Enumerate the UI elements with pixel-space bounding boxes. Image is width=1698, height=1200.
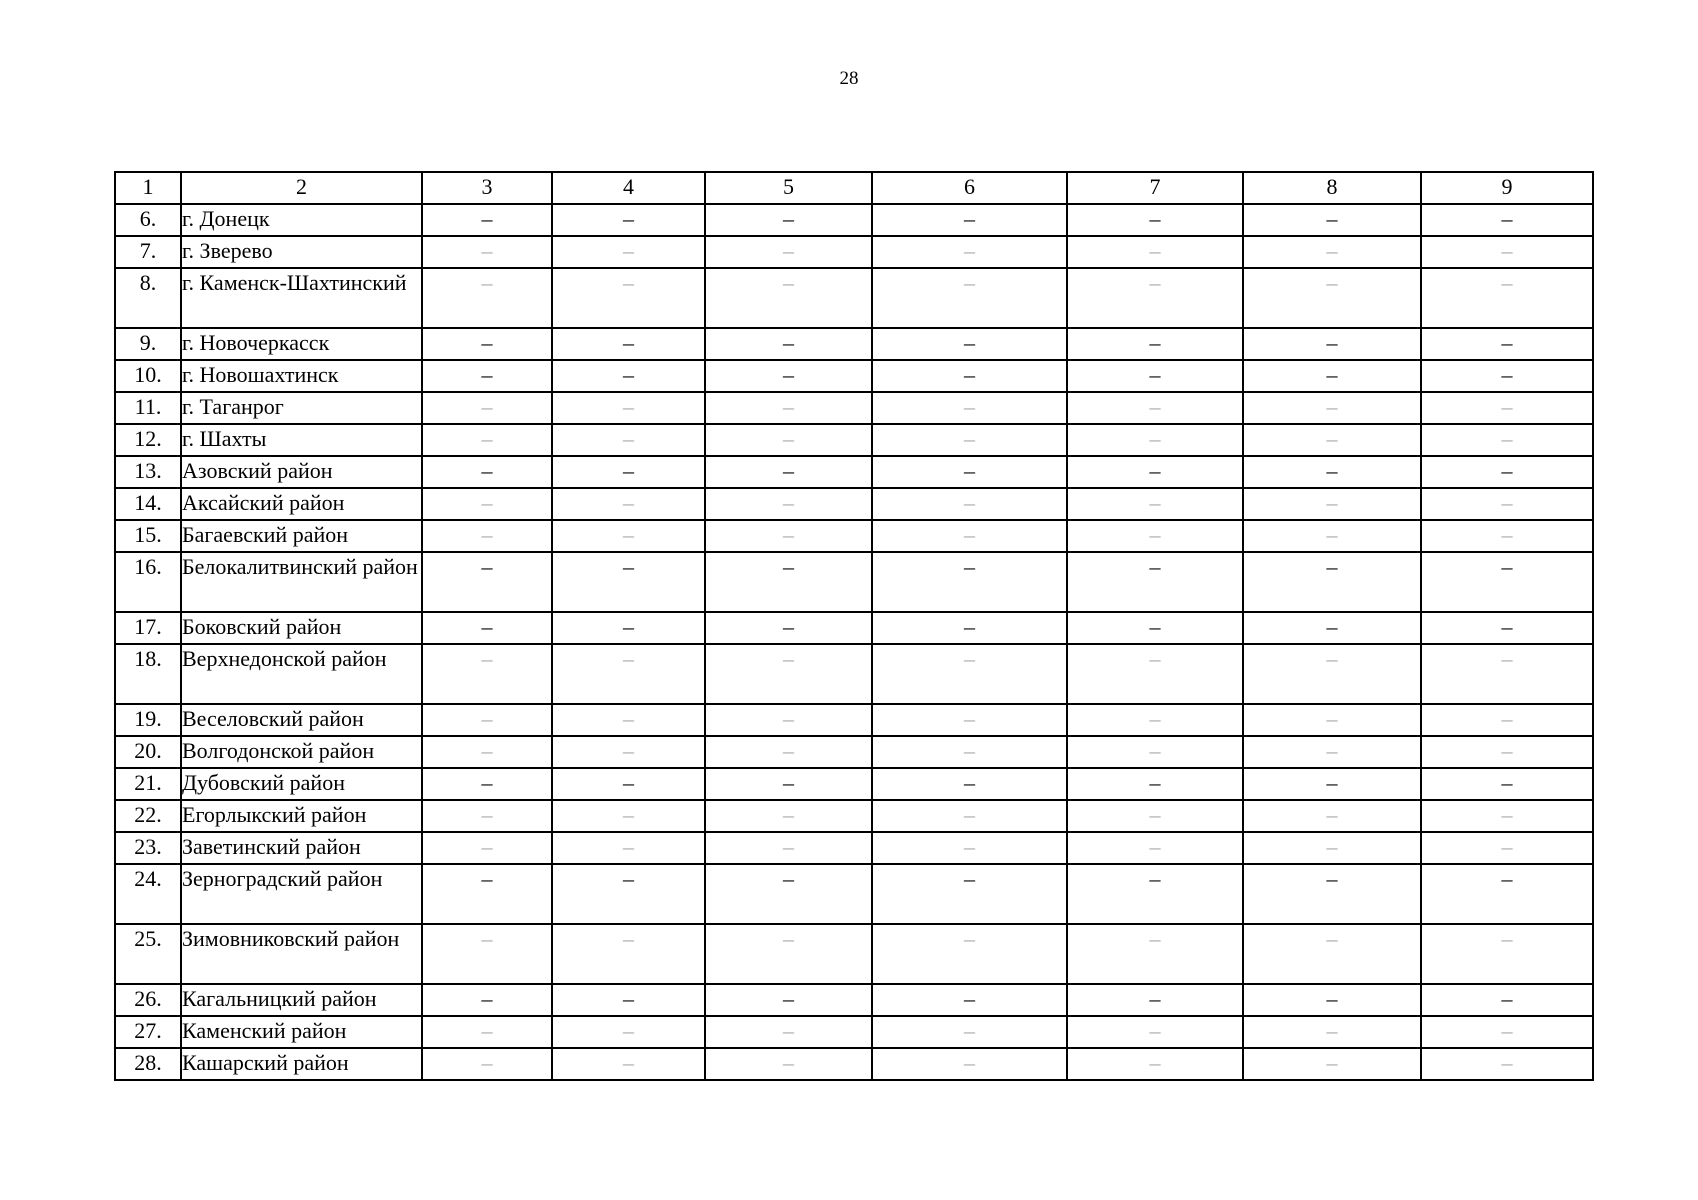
row-territory-name: Белокалитвинский район (181, 552, 422, 612)
cell-value: – (552, 864, 705, 924)
row-territory-name: Зимовниковский район (181, 924, 422, 984)
row-number: 22. (115, 800, 181, 832)
row-territory-name: г. Новошахтинск (181, 360, 422, 392)
row-number: 14. (115, 488, 181, 520)
cell-value: – (1421, 924, 1593, 984)
cell-value: – (705, 832, 872, 864)
row-territory-name: г. Таганрог (181, 392, 422, 424)
row-territory-name: Кашарский район (181, 1048, 422, 1080)
cell-value: – (552, 488, 705, 520)
cell-value: – (1067, 924, 1243, 984)
row-territory-name: Азовский район (181, 456, 422, 488)
row-territory-name: г. Донецк (181, 204, 422, 236)
cell-value: – (1421, 204, 1593, 236)
cell-value: – (1243, 984, 1421, 1016)
cell-value: – (1067, 328, 1243, 360)
cell-value: – (705, 488, 872, 520)
column-header: 9 (1421, 172, 1593, 204)
cell-value: – (552, 612, 705, 644)
cell-value: – (872, 800, 1067, 832)
cell-value: – (1243, 1048, 1421, 1080)
cell-value: – (1067, 268, 1243, 328)
cell-value: – (422, 328, 552, 360)
cell-value: – (872, 552, 1067, 612)
cell-value: – (1243, 392, 1421, 424)
column-header: 5 (705, 172, 872, 204)
cell-value: – (872, 644, 1067, 704)
table-row (115, 552, 1593, 612)
table-row (115, 864, 1593, 924)
cell-value: – (552, 832, 705, 864)
cell-value: – (422, 456, 552, 488)
cell-value: – (422, 360, 552, 392)
cell-value: – (705, 520, 872, 552)
row-number: 25. (115, 924, 181, 984)
cell-value: – (1421, 984, 1593, 1016)
cell-value: – (1421, 800, 1593, 832)
cell-value: – (552, 984, 705, 1016)
cell-value: – (1243, 488, 1421, 520)
row-number: 18. (115, 644, 181, 704)
cell-value: – (1243, 328, 1421, 360)
cell-value: – (1243, 520, 1421, 552)
cell-value: – (872, 328, 1067, 360)
cell-value: – (1067, 236, 1243, 268)
cell-value: – (1067, 360, 1243, 392)
table-row (115, 704, 1593, 736)
row-territory-name: г. Зверево (181, 236, 422, 268)
page-number: 28 (839, 68, 859, 89)
table-row (115, 520, 1593, 552)
cell-value: – (422, 800, 552, 832)
cell-value: – (1421, 424, 1593, 456)
row-number: 7. (115, 236, 181, 268)
cell-value: – (872, 268, 1067, 328)
table-row (115, 832, 1593, 864)
table-row (115, 1016, 1593, 1048)
cell-value: – (552, 1048, 705, 1080)
cell-value: – (422, 552, 552, 612)
cell-value: – (552, 268, 705, 328)
cell-value: – (422, 832, 552, 864)
cell-value: – (422, 488, 552, 520)
cell-value: – (872, 236, 1067, 268)
cell-value: – (872, 984, 1067, 1016)
cell-value: – (1243, 268, 1421, 328)
cell-value: – (705, 864, 872, 924)
cell-value: – (1243, 456, 1421, 488)
cell-value: – (705, 800, 872, 832)
column-header: 2 (181, 172, 422, 204)
cell-value: – (705, 424, 872, 456)
row-number: 19. (115, 704, 181, 736)
cell-value: – (422, 1048, 552, 1080)
cell-value: – (872, 1048, 1067, 1080)
row-number: 24. (115, 864, 181, 924)
cell-value: – (872, 612, 1067, 644)
row-number: 20. (115, 736, 181, 768)
row-territory-name: Веселовский район (181, 704, 422, 736)
table-row (115, 268, 1593, 328)
row-number: 6. (115, 204, 181, 236)
cell-value: – (552, 644, 705, 704)
row-number: 28. (115, 1048, 181, 1080)
cell-value: – (552, 924, 705, 984)
cell-value: – (872, 424, 1067, 456)
cell-value: – (1243, 552, 1421, 612)
cell-value: – (1421, 612, 1593, 644)
cell-value: – (1421, 236, 1593, 268)
cell-value: – (705, 644, 872, 704)
cell-value: – (1067, 736, 1243, 768)
cell-value: – (1243, 644, 1421, 704)
table-row (115, 236, 1593, 268)
row-number: 15. (115, 520, 181, 552)
column-header: 6 (872, 172, 1067, 204)
row-number: 10. (115, 360, 181, 392)
cell-value: – (552, 800, 705, 832)
cell-value: – (1421, 704, 1593, 736)
cell-value: – (552, 704, 705, 736)
cell-value: – (1243, 924, 1421, 984)
cell-value: – (872, 520, 1067, 552)
column-header: 8 (1243, 172, 1421, 204)
cell-value: – (1243, 768, 1421, 800)
cell-value: – (552, 204, 705, 236)
cell-value: – (1067, 520, 1243, 552)
cell-value: – (1067, 644, 1243, 704)
cell-value: – (705, 360, 872, 392)
cell-value: – (872, 392, 1067, 424)
table-row (115, 204, 1593, 236)
cell-value: – (705, 456, 872, 488)
table-row (115, 612, 1593, 644)
cell-value: – (1067, 832, 1243, 864)
row-number: 26. (115, 984, 181, 1016)
cell-value: – (872, 864, 1067, 924)
cell-value: – (705, 984, 872, 1016)
cell-value: – (552, 392, 705, 424)
cell-value: – (1421, 520, 1593, 552)
row-territory-name: Дубовский район (181, 768, 422, 800)
cell-value: – (705, 1016, 872, 1048)
cell-value: – (422, 268, 552, 328)
cell-value: – (705, 204, 872, 236)
cell-value: – (1067, 864, 1243, 924)
table-row (115, 328, 1593, 360)
cell-value: – (422, 704, 552, 736)
cell-value: – (1243, 800, 1421, 832)
cell-value: – (1243, 864, 1421, 924)
table-row (115, 644, 1593, 704)
row-number: 17. (115, 612, 181, 644)
row-territory-name: Волгодонской район (181, 736, 422, 768)
data-table (114, 171, 1594, 1081)
table-row (115, 736, 1593, 768)
cell-value: – (705, 612, 872, 644)
row-territory-name: Верхнедонской район (181, 644, 422, 704)
table-row (115, 424, 1593, 456)
cell-value: – (1243, 612, 1421, 644)
cell-value: – (1067, 1016, 1243, 1048)
table-header-row (115, 172, 1593, 204)
cell-value: – (1067, 392, 1243, 424)
row-territory-name: Кагальницкий район (181, 984, 422, 1016)
cell-value: – (872, 832, 1067, 864)
cell-value: – (1421, 832, 1593, 864)
cell-value: – (1421, 456, 1593, 488)
table-row (115, 768, 1593, 800)
cell-value: – (872, 704, 1067, 736)
row-territory-name: г. Новочеркасск (181, 328, 422, 360)
table-row (115, 984, 1593, 1016)
cell-value: – (552, 360, 705, 392)
cell-value: – (1243, 832, 1421, 864)
cell-value: – (1421, 328, 1593, 360)
cell-value: – (552, 736, 705, 768)
cell-value: – (1067, 552, 1243, 612)
cell-value: – (422, 644, 552, 704)
cell-value: – (705, 552, 872, 612)
cell-value: – (1067, 1048, 1243, 1080)
cell-value: – (1421, 268, 1593, 328)
cell-value: – (422, 520, 552, 552)
cell-value: – (1067, 456, 1243, 488)
cell-value: – (1067, 800, 1243, 832)
cell-value: – (422, 392, 552, 424)
cell-value: – (1243, 360, 1421, 392)
cell-value: – (705, 236, 872, 268)
cell-value: – (422, 204, 552, 236)
cell-value: – (872, 456, 1067, 488)
cell-value: – (552, 236, 705, 268)
row-territory-name: Егорлыкский район (181, 800, 422, 832)
cell-value: – (422, 864, 552, 924)
row-territory-name: г. Каменск-Шахтинский (181, 268, 422, 328)
cell-value: – (1421, 644, 1593, 704)
cell-value: – (1243, 236, 1421, 268)
cell-value: – (422, 1016, 552, 1048)
cell-value: – (1067, 612, 1243, 644)
cell-value: – (872, 924, 1067, 984)
row-number: 27. (115, 1016, 181, 1048)
cell-value: – (872, 736, 1067, 768)
cell-value: – (705, 268, 872, 328)
row-territory-name: Боковский район (181, 612, 422, 644)
cell-value: – (872, 360, 1067, 392)
column-header: 3 (422, 172, 552, 204)
row-territory-name: Багаевский район (181, 520, 422, 552)
row-territory-name: Аксайский район (181, 488, 422, 520)
row-number: 13. (115, 456, 181, 488)
cell-value: – (422, 768, 552, 800)
cell-value: – (552, 768, 705, 800)
table-body (115, 172, 1593, 1080)
cell-value: – (552, 1016, 705, 1048)
cell-value: – (1067, 488, 1243, 520)
cell-value: – (1067, 984, 1243, 1016)
cell-value: – (1067, 768, 1243, 800)
column-header: 4 (552, 172, 705, 204)
cell-value: – (1421, 392, 1593, 424)
row-number: 23. (115, 832, 181, 864)
cell-value: – (1421, 864, 1593, 924)
cell-value: – (422, 924, 552, 984)
cell-value: – (705, 736, 872, 768)
cell-value: – (422, 236, 552, 268)
cell-value: – (1067, 704, 1243, 736)
cell-value: – (1421, 736, 1593, 768)
cell-value: – (1421, 1016, 1593, 1048)
table-row (115, 1048, 1593, 1080)
row-number: 16. (115, 552, 181, 612)
row-territory-name: Каменский район (181, 1016, 422, 1048)
row-territory-name: Зерноградский район (181, 864, 422, 924)
cell-value: – (705, 768, 872, 800)
cell-value: – (705, 1048, 872, 1080)
table-row (115, 924, 1593, 984)
cell-value: – (422, 984, 552, 1016)
row-territory-name: Заветинский район (181, 832, 422, 864)
table-row (115, 360, 1593, 392)
cell-value: – (552, 424, 705, 456)
column-header: 1 (115, 172, 181, 204)
row-territory-name: г. Шахты (181, 424, 422, 456)
cell-value: – (1243, 424, 1421, 456)
cell-value: – (872, 488, 1067, 520)
cell-value: – (552, 520, 705, 552)
table-row (115, 800, 1593, 832)
row-number: 9. (115, 328, 181, 360)
cell-value: – (1243, 1016, 1421, 1048)
cell-value: – (1421, 552, 1593, 612)
cell-value: – (1067, 204, 1243, 236)
row-number: 8. (115, 268, 181, 328)
row-number: 12. (115, 424, 181, 456)
table-row (115, 488, 1593, 520)
cell-value: – (872, 204, 1067, 236)
cell-value: – (872, 1016, 1067, 1048)
table-row (115, 392, 1593, 424)
cell-value: – (1243, 736, 1421, 768)
cell-value: – (1243, 204, 1421, 236)
cell-value: – (872, 768, 1067, 800)
cell-value: – (705, 924, 872, 984)
cell-value: – (705, 704, 872, 736)
cell-value: – (705, 392, 872, 424)
cell-value: – (552, 328, 705, 360)
cell-value: – (552, 552, 705, 612)
cell-value: – (1421, 488, 1593, 520)
cell-value: – (552, 456, 705, 488)
row-number: 11. (115, 392, 181, 424)
cell-value: – (1421, 360, 1593, 392)
column-header: 7 (1067, 172, 1243, 204)
cell-value: – (1421, 768, 1593, 800)
row-number: 21. (115, 768, 181, 800)
table-row (115, 456, 1593, 488)
cell-value: – (1421, 1048, 1593, 1080)
cell-value: – (422, 424, 552, 456)
cell-value: – (1243, 704, 1421, 736)
cell-value: – (1067, 424, 1243, 456)
cell-value: – (705, 328, 872, 360)
cell-value: – (422, 612, 552, 644)
cell-value: – (422, 736, 552, 768)
